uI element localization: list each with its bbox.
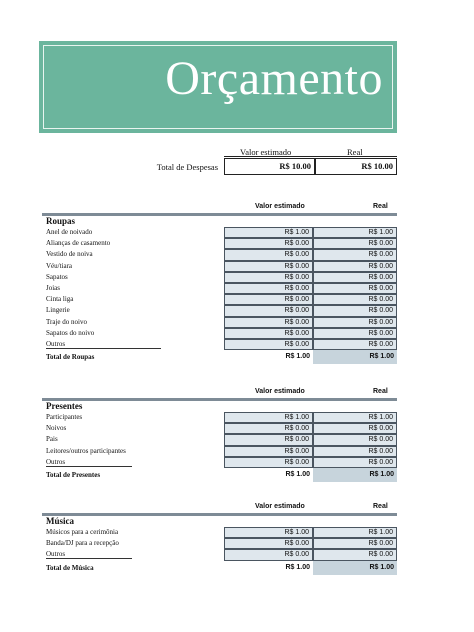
section-total-label: Total de Presentes <box>46 470 101 479</box>
real-value-cell[interactable]: R$ 0.00 <box>313 446 397 457</box>
section-total-label: Total de Roupas <box>46 353 95 362</box>
estimated-value-cell[interactable]: R$ 0.00 <box>224 457 313 468</box>
estimated-value-cell[interactable]: R$ 0.00 <box>224 261 313 272</box>
section-total-row <box>46 561 397 575</box>
item-label: Vestido de noiva <box>46 250 93 259</box>
item-label: Traje do noivo <box>46 317 87 326</box>
section-title: Roupas <box>46 216 76 226</box>
section-total-real: R$ 1.00 <box>313 468 397 482</box>
list-item <box>46 227 397 238</box>
col-header-estimated: Valor estimado <box>255 388 305 395</box>
estimated-value-cell[interactable]: R$ 0.00 <box>224 434 313 445</box>
list-item <box>46 434 397 445</box>
list-item <box>46 457 397 468</box>
item-label: Sapatos do noivo <box>46 328 95 337</box>
section-total-real: R$ 1.00 <box>313 561 397 575</box>
section-rule <box>42 213 397 216</box>
estimated-value-cell[interactable]: R$ 0.00 <box>224 238 313 249</box>
estimated-value-cell[interactable]: R$ 1.00 <box>224 227 313 238</box>
section-total-estimated: R$ 1.00 <box>224 468 313 482</box>
summary-total-real[interactable]: R$ 10.00 <box>315 158 397 175</box>
real-value-cell[interactable]: R$ 1.00 <box>313 412 397 423</box>
real-value-cell[interactable]: R$ 0.00 <box>313 538 397 549</box>
list-item <box>46 283 397 294</box>
summary-total-estimated[interactable]: R$ 10.00 <box>224 158 315 175</box>
item-label[interactable]: Outros <box>46 458 132 467</box>
col-header-estimated: Valor estimado <box>255 503 305 510</box>
estimated-value-cell[interactable]: R$ 0.00 <box>224 339 313 350</box>
item-label: Véu/tiara <box>46 261 73 270</box>
estimated-value-cell[interactable]: R$ 0.00 <box>224 423 313 434</box>
estimated-value-cell[interactable]: R$ 1.00 <box>224 527 313 538</box>
estimated-value-cell[interactable]: R$ 0.00 <box>224 272 313 283</box>
estimated-value-cell[interactable]: R$ 0.00 <box>224 249 313 260</box>
item-label: Cinta liga <box>46 295 74 304</box>
col-header-estimated: Valor estimado <box>255 203 305 210</box>
estimated-value-cell[interactable]: R$ 0.00 <box>224 294 313 305</box>
list-item <box>46 446 397 457</box>
item-label: Lingerie <box>46 306 70 315</box>
section-rule <box>42 398 397 401</box>
section-total-row <box>46 350 397 364</box>
item-label: Pais <box>46 435 58 444</box>
summary-col-estimated: Valor estimado <box>240 147 292 157</box>
list-item <box>46 527 397 538</box>
estimated-value-cell[interactable]: R$ 0.00 <box>224 317 313 328</box>
list-item <box>46 249 397 260</box>
real-value-cell[interactable]: R$ 0.00 <box>313 238 397 249</box>
col-header-real: Real <box>373 503 388 510</box>
item-label: Participantes <box>46 413 83 421</box>
real-value-cell[interactable]: R$ 0.00 <box>313 294 397 305</box>
real-value-cell[interactable]: R$ 0.00 <box>313 434 397 445</box>
item-label: Leitores/outros participantes <box>46 446 126 455</box>
real-value-cell[interactable]: R$ 0.00 <box>313 317 397 328</box>
item-label: Anel de noivado <box>46 228 93 236</box>
section-rows <box>46 527 397 575</box>
real-value-cell[interactable]: R$ 0.00 <box>313 272 397 283</box>
estimated-value-cell[interactable]: R$ 0.00 <box>224 549 313 560</box>
list-item <box>46 538 397 549</box>
list-item <box>46 412 397 423</box>
real-value-cell[interactable]: R$ 0.00 <box>313 423 397 434</box>
real-value-cell[interactable]: R$ 0.00 <box>313 328 397 339</box>
item-label: Joias <box>46 283 60 292</box>
section-total-estimated: R$ 1.00 <box>224 350 313 364</box>
list-item <box>46 317 397 328</box>
section-title: Presentes <box>46 401 83 411</box>
section-total-real: R$ 1.00 <box>313 350 397 364</box>
real-value-cell[interactable]: R$ 0.00 <box>313 283 397 294</box>
list-item <box>46 294 397 305</box>
section-rule <box>42 513 397 516</box>
section-total-row <box>46 468 397 482</box>
item-label: Banda/DJ para a recepção <box>46 539 119 548</box>
real-value-cell[interactable]: R$ 0.00 <box>313 249 397 260</box>
item-label: Sapatos <box>46 272 68 281</box>
summary-total-label: Total de Despesas <box>156 162 218 172</box>
section-total-label: Total de Música <box>46 563 94 572</box>
real-value-cell[interactable]: R$ 1.00 <box>313 527 397 538</box>
item-label[interactable]: Outros <box>46 340 161 349</box>
list-item <box>46 261 397 272</box>
estimated-value-cell[interactable]: R$ 0.00 <box>224 446 313 457</box>
section-rows <box>46 227 397 364</box>
item-label: Músicos para a cerimônia <box>46 528 119 536</box>
real-value-cell[interactable]: R$ 0.00 <box>313 339 397 350</box>
item-label: Noivos <box>46 424 67 433</box>
list-item <box>46 272 397 283</box>
page-title: Orçamento <box>165 52 383 105</box>
item-label: Alianças de casamento <box>46 239 111 248</box>
list-item <box>46 549 397 560</box>
estimated-value-cell[interactable]: R$ 0.00 <box>224 538 313 549</box>
section-total-estimated: R$ 1.00 <box>224 561 313 575</box>
col-header-real: Real <box>373 388 388 395</box>
title-banner <box>39 41 397 133</box>
list-item <box>46 305 397 316</box>
section-title: Música <box>46 516 74 526</box>
estimated-value-cell[interactable]: R$ 0.00 <box>224 283 313 294</box>
item-label[interactable]: Outros <box>46 550 132 559</box>
list-item <box>46 339 397 350</box>
list-item <box>46 328 397 339</box>
real-value-cell[interactable]: R$ 0.00 <box>313 261 397 272</box>
col-header-real: Real <box>373 203 388 210</box>
list-item <box>46 238 397 249</box>
real-value-cell[interactable]: R$ 1.00 <box>313 227 397 238</box>
real-value-cell[interactable]: R$ 0.00 <box>313 549 397 560</box>
estimated-value-cell[interactable]: R$ 0.00 <box>224 328 313 339</box>
summary-divider <box>224 156 397 157</box>
summary-col-real: Real <box>347 147 363 157</box>
list-item <box>46 423 397 434</box>
real-value-cell[interactable]: R$ 0.00 <box>313 457 397 468</box>
estimated-value-cell[interactable]: R$ 0.00 <box>224 305 313 316</box>
real-value-cell[interactable]: R$ 0.00 <box>313 305 397 316</box>
estimated-value-cell[interactable]: R$ 1.00 <box>224 412 313 423</box>
section-rows <box>46 412 397 482</box>
